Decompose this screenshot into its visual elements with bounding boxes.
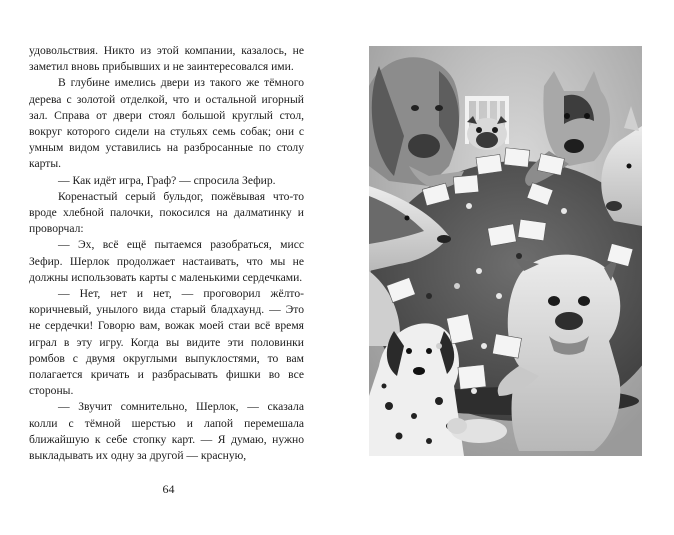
- paragraph: В глубине имелись двери из такого же тёмного дерева с золотой отделкой, что и остальной игорный зал. Справа от двери стоял большой круглый стол, вокруг которого сидели на стульях семь собак; они с умным видом уставились на разбросанные по столу карты.: [29, 76, 304, 171]
- pug: [467, 116, 507, 150]
- paragraph: удовольствия. Никто из этой компании, казалось, не заметил вновь прибывших и не заинтересовался ими.: [29, 44, 304, 74]
- paragraph: — Эх, всё ещё пытаемся разобраться, мисс Зефир. Шерлок продолжает настаивать, что мы не должны использовать карты с маленькими сердечками.: [29, 238, 304, 284]
- paragraph: — Как идёт игра, Граф? — спросила Зефир.: [58, 173, 276, 187]
- dogs-playing-cards-illustration: [369, 46, 642, 456]
- paragraph: Коренастый серый бульдог, пожёвывая что-то вроде хлебной палочки, покосился на далматинку и проворчал:: [29, 189, 304, 236]
- body-text: [29, 43, 304, 464]
- page-number: 64: [162, 482, 175, 496]
- paragraph: — Нет, нет и нет, — проговорил жёлто-коричневый, унылого вида старый бладхаунд. — Это не сердечки! Говорю вам, вожак моей стаи всё время играл в эту игру. Когда вы видите эти половинки ромбов с двумя округлыми выпуклостями, то вам полагается кричать и разбрасывать фишки во все стороны.: [29, 287, 304, 398]
- paragraph: — Звучит сомнительно, Шерлок, — сказала колли с тёмной шерстью и лапой перемешала ближайшую к себе стопку карт. — Я думаю, нужно выкладывать их одну за другой — красную,: [29, 400, 304, 463]
